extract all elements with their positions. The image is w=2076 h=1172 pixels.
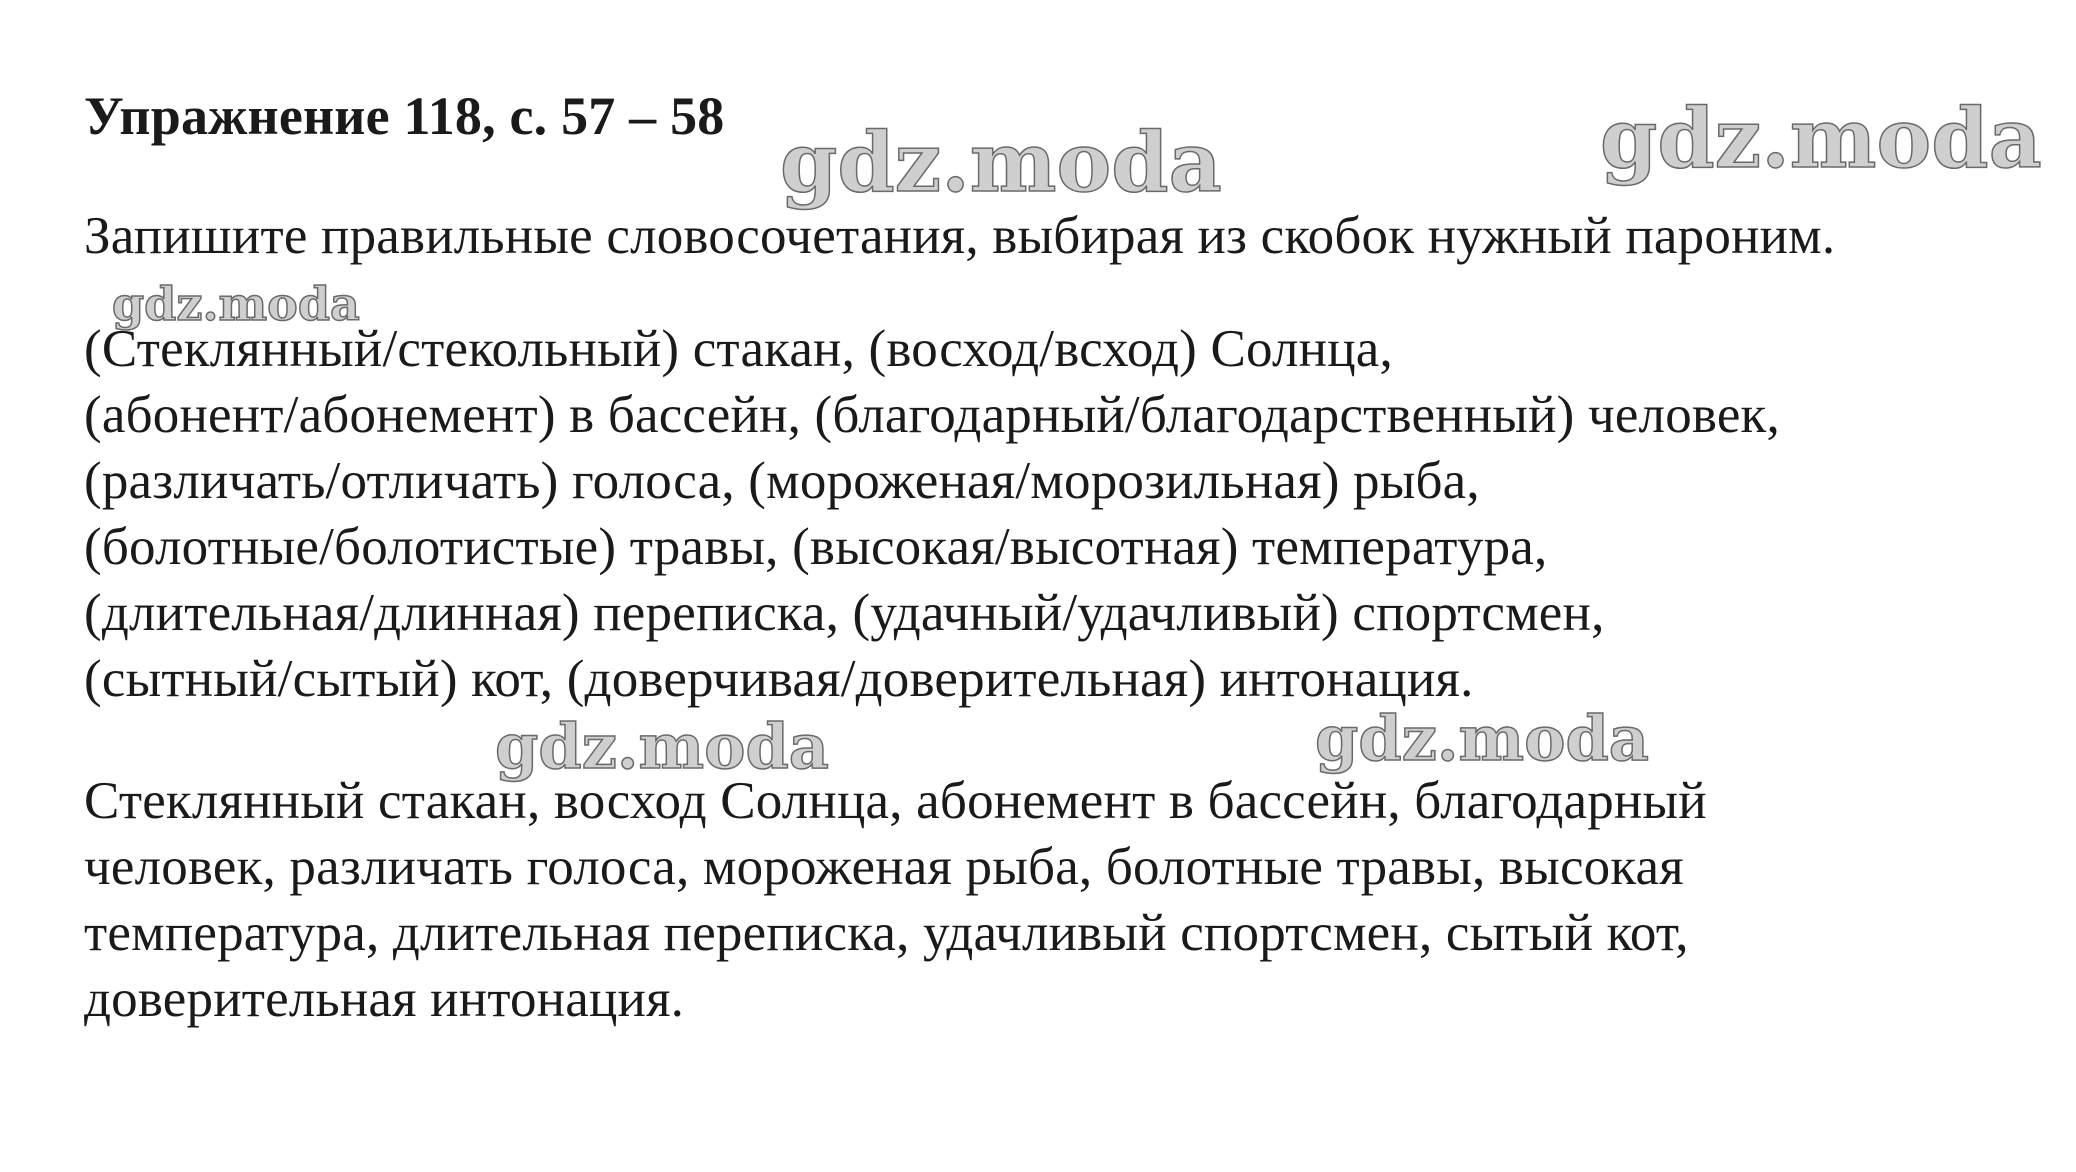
answer-line: человек, различать голоса, мороженая рыба, болотные травы, высокая (84, 838, 1684, 896)
task-text: Запишите правильные словосочетания, выбирая из скобок нужный пароним. (84, 207, 1836, 265)
watermark: gdz.moda (1600, 91, 2042, 187)
watermark: gdz.moda (495, 710, 829, 783)
watermark: gdz.moda (780, 115, 1222, 211)
exercise-line: (сытный/сытый) кот, (доверчивая/доверительная) интонация. (84, 650, 1474, 708)
watermark: gdz.moda (112, 277, 360, 331)
exercise-line: (Стеклянный/стекольный) стакан, (восход/всход) Солнца, (84, 320, 1393, 378)
answer-line: Стеклянный стакан, восход Солнца, абонемент в бассейн, благодарный (84, 772, 1707, 830)
exercise-line: (болотные/болотистые) травы, (высокая/высотная) температура, (84, 518, 1548, 576)
exercise-line: (различать/отличать) голоса, (мороженая/морозильная) рыба, (84, 452, 1480, 510)
answer-line: доверительная интонация. (84, 970, 685, 1028)
exercise-line: (длительная/длинная) переписка, (удачный/удачливый) спортсмен, (84, 584, 1605, 642)
answer-line: температура, длительная переписка, удачливый спортсмен, сытый кот, (84, 904, 1689, 962)
exercise-heading: Упражнение 118, с. 57 – 58 (84, 86, 725, 146)
exercise-line: (абонент/абонемент) в бассейн, (благодарный/благодарственный) человек, (84, 386, 1780, 444)
watermark: gdz.moda (1315, 702, 1649, 775)
